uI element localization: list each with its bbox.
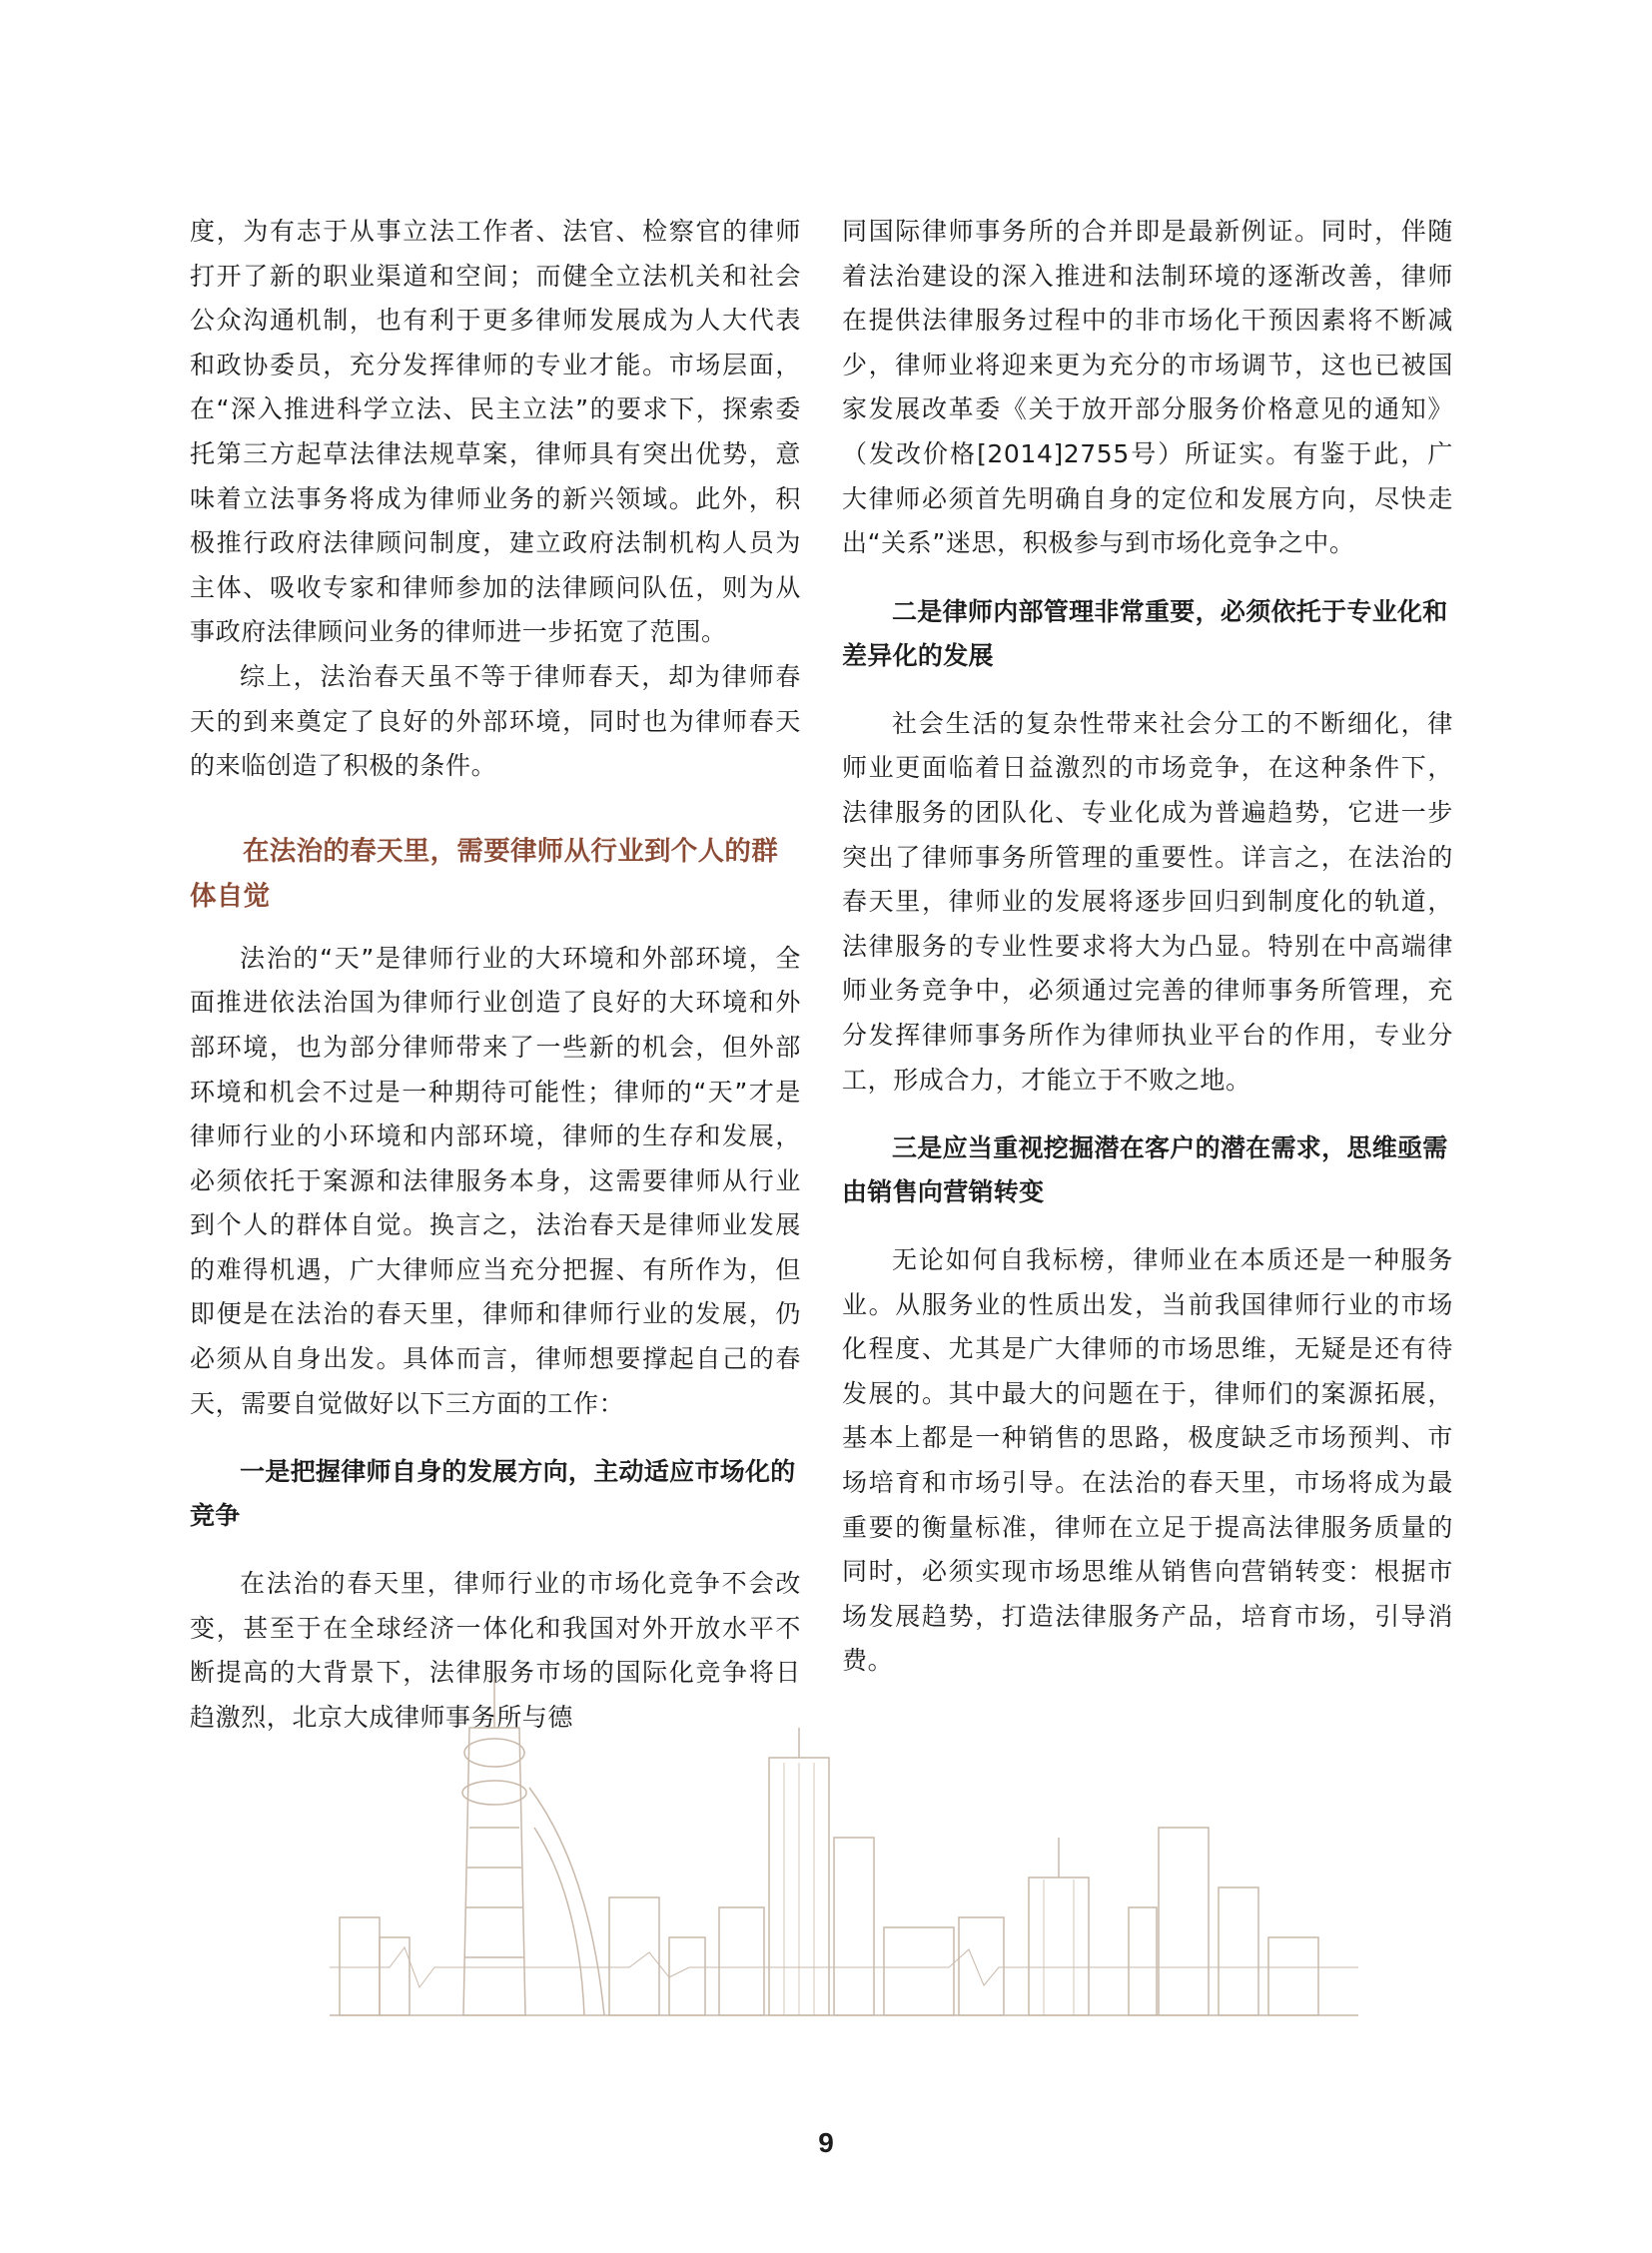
- paragraph: 社会生活的复杂性带来社会分工的不断细化，律师业更面临着日益激烈的市场竞争，在这种条件下，法律服务的团队化、专业化成为普遍趋势，它进一步突出了律师事务所管理的重要性。详言之，在法治的春天里，律师业的发展将逐步回归到制度化的轨道，法律服务的专业性要求将大为凸显。特别在中高端律师业务竞争中，必须通过完善的律师事务所管理，充分发挥律师事务所作为律师执业平台的作用，专业分工，形成合力，才能立于不败之地。: [842, 708, 1453, 1095]
- page-number: 9: [818, 2127, 834, 2158]
- left-column: [190, 210, 801, 1741]
- paragraph: 在法治的春天里，律师行业的市场化竞争不会改变，甚至于在全球经济一体化和我国对外开放水平不断提高的大背景下，法律服务市场的国际化竞争将日趋激烈，北京大成律师事务所与德: [190, 1569, 801, 1733]
- subheading: 一是把握律师自身的发展方向，主动适应市场化的竞争: [190, 1457, 796, 1531]
- paragraph: 综上，法治春天虽不等于律师春天，却为律师春天的到来奠定了良好的外部环境，同时也为律师春天的来临创造了积极的条件。: [190, 661, 801, 781]
- paragraph: 法治的“天”是律师行业的大环境和外部环境，全面推进依法治国为律师行业创造了良好的大环境和外部环境，也为部分律师带来了一些新的机会，但外部环境和机会不过是一种期待可能性；律师的“天”才是律师行业的小环境和内部环境，律师的生存和发展，必须依托于案源和法律服务本身，这需要律师从行业到个人的群体自觉。换言之，法治春天是律师业发展的难得机遇，广大律师应当充分把握、有所作为，但即便是在法治的春天里，律师和律师行业的发展，仍必须从自身出发。具体而言，律师想要撑起自己的春天，需要自觉做好以下三方面的工作：: [190, 943, 801, 1418]
- paragraph: 同国际律师事务所的合并即是最新例证。同时，伴随着法治建设的深入推进和法制环境的逐渐改善，律师在提供法律服务过程中的非市场化干预因素将不断减少，律师业将迎来更为充分的市场调节，这也已被国家发展改革委《关于放开部分服务价格意见的通知》（发改价格[2014]2755号）所证实。有鉴于此，广大律师必须首先明确自身的定位和发展方向，尽快走出“关系”迷思，积极参与到市场化竞争之中。: [842, 217, 1453, 558]
- paragraph: 度，为有志于从事立法工作者、法官、检察官的律师打开了新的职业渠道和空间；而健全立法机关和社会公众沟通机制，也有利于更多律师发展成为人大代表和政协委员，充分发挥律师的专业才能。市场层面，在“深入推进科学立法、民主立法”的要求下，探索委托第三方起草法律法规草案，律师具有突出优势，意味着立法事务将成为律师业务的新兴领域。此外，积极推行政府法律顾问制度，建立政府法制机构人员为主体、吸收专家和律师参加的法律顾问队伍，则为从事政府法律顾问业务的律师进一步拓宽了范围。: [190, 217, 801, 647]
- section-heading: 在法治的春天里，需要律师从行业到个人的群体自觉: [190, 835, 778, 912]
- right-column: [842, 210, 1453, 1684]
- subheading: 三是应当重视挖掘潜在客户的潜在需求，思维亟需由销售向营销转变: [842, 1133, 1448, 1207]
- subheading: 二是律师内部管理非常重要，必须依托于专业化和差异化的发展: [842, 596, 1448, 670]
- city-skyline-illustration: [330, 1668, 1358, 2027]
- paragraph: 无论如何自我标榜，律师业在本质还是一种服务业。从服务业的性质出发，当前我国律师行业的市场化程度、尤其是广大律师的市场思维，无疑是还有待发展的。其中最大的问题在于，律师们的案源拓展，基本上都是一种销售的思路，极度缺乏市场预判、市场培育和市场引导。在法治的春天里，市场将成为最重要的衡量标准，律师在立足于提高法律服务质量的同时，必须实现市场思维从销售向营销转变：根据市场发展趋势，打造法律服务产品，培育市场，引导消费。: [842, 1245, 1453, 1676]
